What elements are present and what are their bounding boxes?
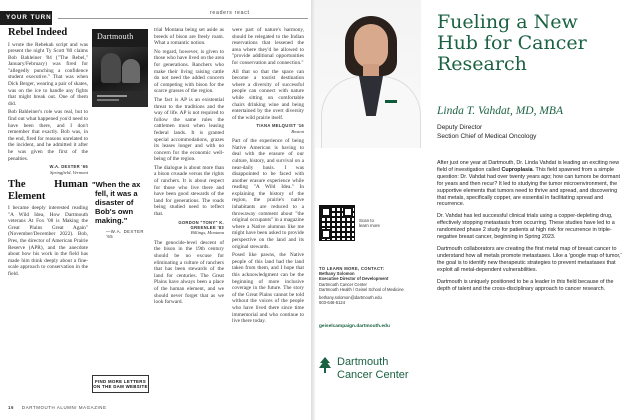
contact-label: TO LEARN MORE, CONTACT: xyxy=(319,266,385,271)
header-rule xyxy=(58,18,308,19)
ad-paragraph: After just one year at Dartmouth, Dr. Linda Vahdat is leading an exciting new field of investigation called Cuproplasia. This field spawned from a simple question: Dr. Vahdat had over twenty years ago; how can tumors be dormant for years and then recur? It led to studying the tumor microenvironment, the supportive elements that tumors need to thrive and spread, and discovering that metals, specifically copper, are essential in facilitating spread and recurrence. xyxy=(437,160,620,208)
letter-headline: Rebel Indeed xyxy=(8,27,68,38)
letter-headline: The Human Element xyxy=(8,179,88,202)
ad-paragraph: Dr. Vahdat has led successful clinical trials using a copper-depleting drug, effectively stopping metastasis from occurring. These studies have led to a randomized phase 2 study for patients at high risk for recurrence in triple-negative breast cancer, beginning in Spring 2023. xyxy=(437,213,615,241)
qr-finder xyxy=(321,207,331,217)
letter-paragraph: Bob Bahleiner's role was real, but to find out what happened you'd need to have been there, and I don't remember that exactly. Bob was, in the end, fired for reasons unrelated to the incident, and he admitted it after he was given the first of the penalties. xyxy=(8,109,88,162)
letter-location: Springfield, Vermont xyxy=(49,169,88,175)
highlighted-term: Cuproplasia xyxy=(501,166,533,173)
more-letters-box: FIND MORE LETTERS ON THE DAM WEBSITE xyxy=(92,375,149,393)
portrait-face xyxy=(354,24,388,68)
cover-figure xyxy=(122,59,140,83)
letter-paragraph: I wrote the Rebekah script and was present the night Ty Scott '80 claims Bob Bahleiner '84 ("The Rebel," January/February) was fired for "allegedly punching a confidence student executive." That was when Dick Berger, wearing a pair of skates, was on the ice to handle any fights that might break out. One of them did. xyxy=(8,41,88,107)
logo-wordmark xyxy=(337,356,409,381)
advertisement-page xyxy=(315,0,626,420)
contact-org: Dartmouth Health / Geisel School of Medicine xyxy=(319,286,404,292)
pine-logo-icon xyxy=(317,356,333,374)
ad-body xyxy=(437,160,622,297)
pull-quote-text: "When the ax fell, it was a disaster of Bob's own making." xyxy=(92,180,141,225)
cover-masthead: Dartmouth xyxy=(97,32,134,41)
cover-figure xyxy=(101,53,121,83)
portrait-badge xyxy=(385,100,397,103)
contact-name: Bethany Solomon xyxy=(319,271,355,277)
letter-location: Billings, Montana xyxy=(190,230,224,236)
contact-phone[interactable]: 603-646-5124 xyxy=(319,300,346,306)
contact-org: Dartmouth Cancer Center xyxy=(319,281,367,287)
letter-paragraph: I became deeply interested reading "A Wild Idea, How Dartmouth veterans At Fox '08 is Making the Great Plains Great Again" (November/December 2022). Bob, Pres, the director of American Prairie Reserve (APR), and the anecdote about how his work in the field has made him think deeply about a fine-scale approach to conservation in the field. xyxy=(8,205,88,277)
letter-paragraph: No regard, however, is given to those who have lived on the area for generations. Ranchers who make their living raising cattle do not need the added concern of competing with bison for the scarce grasses of the region. xyxy=(154,48,224,95)
letter-paragraph: The dialogue is about more than a bison crusade versus the rights of ranchers. It is about respect for those who live there and have been good stewards of the land for generations. The roads being studied need to reflect that. xyxy=(154,164,224,218)
logo-line: Cancer Center xyxy=(337,368,409,381)
portrait-photo xyxy=(315,0,421,148)
magazine-cover-image xyxy=(92,29,148,107)
publication-name: DARTMOUTH ALUMNI MAGAZINE xyxy=(21,405,107,410)
qr-caption-line: Scan to xyxy=(359,218,374,223)
person-role: Deputy Director xyxy=(437,124,483,131)
website-link[interactable]: geiselcampaign.dartmouth.edu xyxy=(319,324,390,329)
letter-signature: GORDON "TONY" K. GREENLEE '83 xyxy=(178,219,224,231)
qr-caption-line: learn more xyxy=(359,223,380,229)
ad-title: Fueling a New Hub for Cancer Research xyxy=(437,11,587,75)
pull-quote-attribution: —W.A. DEXTER '65 xyxy=(106,229,144,239)
section-tab: YOUR TURN xyxy=(0,11,52,25)
ad-paragraph: Dartmouth is uniquely positioned to be a leader in this field because of the depth of talent and the cross-disciplinary approach to cancer research. xyxy=(437,278,614,292)
logo-line: Dartmouth xyxy=(337,356,389,368)
letter-paragraph: The fact is AP is an existential threat to the traditions and the way of life. AP is not required to follow the same rules the cattlemen must when leasing federal lands. It is granted special accommodations, grazes its leases longer and with no concern for the economic well-being of the region. xyxy=(154,96,224,163)
letter-paragraph: Part of the experience of being Native American is having to deal with the erasure of our culture, history, and survival on a near-daily basis. I was disappointed to be faced with another erasure experience while reading "A Wild Idea." In explaining the history of the region, the prairie's native inhabitants are reduced to a throwaway comment about "the original occupants" in a magazine where a Native alumnus like me might have been asked to provide perspective on the land and its original stewards. xyxy=(232,138,304,250)
letters-column-2 xyxy=(154,27,224,308)
ad-paragraph: Dartmouth collaborators are creating the first metal map of breast cancer to understand how all metals promote metastases. Like a 'google map of tumor,' the goal is to identify new therapeutic strategies to prevent metastases that exploit all metal-dependent vulnerabilities. xyxy=(437,245,622,273)
letters-column-1 xyxy=(8,27,88,280)
cover-line xyxy=(97,99,119,101)
contact-email[interactable]: bethany.solomon@dartmouth.edu xyxy=(319,295,382,301)
contact-title: Executive Director of Development xyxy=(319,276,389,282)
letter-paragraph: The genocide-level descent of the bison in the 19th century should be no excuse for eliminating a culture of ranchers that has been stewards of the land for centuries. The Great Plains have always been a place of the human element, and we should never forget that as we look forward. xyxy=(154,239,224,306)
letter-signature: W.A. DEXTER '65 xyxy=(49,164,88,170)
letter-signature: TIANA MELQUIST '16 xyxy=(256,123,304,129)
qr-finder xyxy=(321,229,331,239)
letter-location: Boston xyxy=(291,128,304,134)
qr-code[interactable] xyxy=(319,205,355,241)
page-number: 16 xyxy=(8,405,15,410)
page-footer xyxy=(8,405,107,410)
qr-finder xyxy=(343,207,353,217)
contact-block xyxy=(319,266,429,305)
letter-paragraph: All that so that the space can become a tourist destination where a diversity of successful people can connect with nature while sitting on comfortable chairs drinking wine and being entertained by the overt diversity of the wild prairie itself. xyxy=(232,68,304,121)
letter-paragraph: trial Montana being set aside as breeds of bison are freely roam. What a romantic notion. xyxy=(154,27,224,47)
letter-paragraph: Posed like pawns, the Native people of this land had the land taken from them, and I hope that this acknowledgment can be the beginning of more inclusive coverage in the future. The story of the Great Plains cannot be told without the voices of the people who have lived there since time immemorial and who continue to live there today. xyxy=(232,252,304,325)
letters-column-3 xyxy=(232,27,304,327)
qr-caption xyxy=(359,218,380,229)
letter-paragraph: were part of nature's harmony, should be relegated to the Indian reservations that lessened the area where they'd be allowed to "provide additional opportunities for conservation and connection." xyxy=(232,27,304,66)
person-role: Section Chief of Medical Oncology xyxy=(437,133,537,140)
kicker: readers react xyxy=(210,10,250,16)
person-name: Linda T. Vahdat, MD, MBA xyxy=(437,105,563,117)
pull-quote xyxy=(92,180,150,239)
cover-line xyxy=(97,95,127,97)
